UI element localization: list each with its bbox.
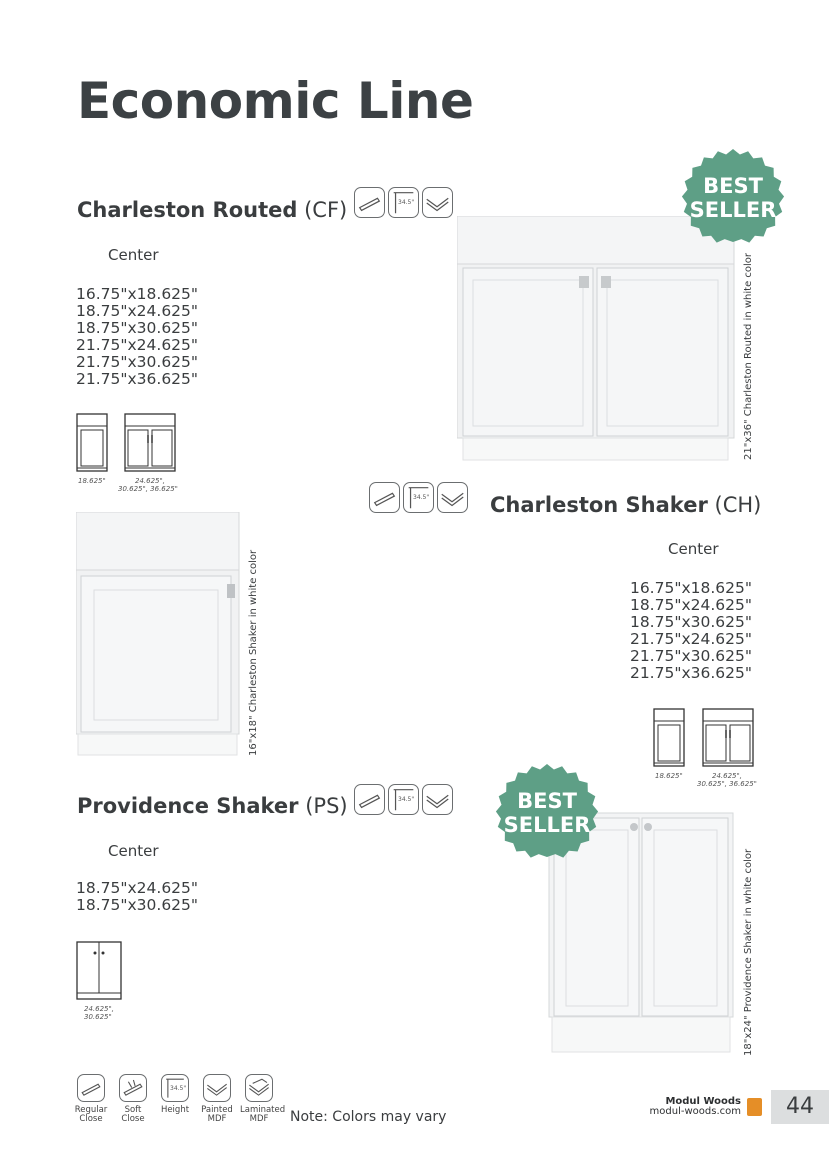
painted-mdf-icon (422, 784, 453, 815)
product-title-charleston-routed (77, 198, 347, 222)
size-list-charleston-shaker (630, 580, 752, 682)
diagram-caption: 24.625", (135, 477, 165, 485)
feature-icons-charleston-routed (354, 187, 453, 218)
product-code: (PS) (305, 794, 348, 818)
legend-item-laminated-mdf: Laminated MDF (240, 1074, 278, 1124)
diagram-caption: 24.625", (712, 772, 742, 780)
regular-close-icon (354, 784, 385, 815)
badge-line-2: SELLER (503, 813, 591, 837)
brand-website: modul-woods.com (649, 1106, 741, 1117)
regular-close-icon (369, 482, 400, 513)
product-title-charleston-shaker (490, 493, 761, 517)
photo-caption: 21"x36" Charleston Routed in white color (743, 252, 754, 460)
diagram-caption: 18.625" (78, 477, 106, 485)
size-item: 16.75"x18.625" (76, 285, 199, 303)
feature-icons-charleston-shaker (369, 482, 468, 513)
single-door-diagram (76, 413, 108, 473)
diagram-caption: 30.625", 36.625" (118, 485, 178, 493)
brand-name: Modul Woods (665, 1096, 741, 1107)
photo-caption: 18"x24" Providence Shaker in white color (743, 848, 754, 1056)
photo-caption: 16"x18" Charleston Shaker in white color (248, 549, 259, 756)
product-name: Charleston Routed (77, 198, 298, 222)
product-photo-charleston-shaker (76, 512, 241, 756)
double-door-diagram (76, 941, 122, 1001)
cabinet-type: Center (108, 842, 159, 860)
cabinet-type: Center (108, 246, 159, 264)
size-item: 18.75"x30.625" (76, 319, 199, 337)
product-name: Providence Shaker (77, 794, 299, 818)
diagram-caption: 30.625" (84, 1013, 112, 1021)
regular-close-icon (354, 187, 385, 218)
page-title: Economic Line (77, 72, 474, 130)
legend-item-regular-close: Regular Close (72, 1074, 110, 1124)
best-seller-badge (681, 149, 785, 253)
height-icon: 34.5" (403, 482, 434, 513)
badge-line-1: BEST (517, 789, 577, 813)
size-list-providence-shaker (76, 880, 198, 914)
double-door-diagram (702, 708, 754, 768)
single-door-diagram (653, 708, 685, 768)
painted-mdf-icon (422, 187, 453, 218)
product-code: (CH) (714, 493, 762, 517)
height-icon: 34.5" (388, 187, 419, 218)
diagram-caption: 18.625" (655, 772, 683, 780)
painted-mdf-icon (437, 482, 468, 513)
feature-icons-providence-shaker (354, 784, 453, 815)
height-icon: 34.5" (161, 1074, 189, 1102)
size-item: 21.75"x24.625" (76, 336, 199, 354)
regular-close-icon (77, 1074, 105, 1102)
product-name: Charleston Shaker (490, 493, 708, 517)
size-item: 21.75"x30.625" (629, 647, 752, 665)
brand-block (650, 1097, 741, 1117)
height-icon: 34.5" (388, 784, 419, 815)
laminated-mdf-icon (245, 1074, 273, 1102)
icon-legend (72, 1074, 286, 1124)
size-item: 18.75"x24.625" (76, 302, 199, 320)
size-list-charleston-routed (76, 286, 198, 388)
legend-item-soft-close: Soft Close (114, 1074, 152, 1124)
size-item: 18.75"x30.625" (629, 613, 752, 631)
soft-close-icon (119, 1074, 147, 1102)
size-item: 18.75"x24.625" (629, 596, 752, 614)
colors-note: Note: Colors may vary (290, 1109, 447, 1125)
product-title-providence-shaker (77, 794, 348, 818)
diagram-caption: 24.625", (84, 1005, 114, 1013)
size-item: 16.75"x18.625" (629, 579, 752, 597)
size-item: 18.75"x30.625" (76, 896, 199, 914)
product-code: (CF) (304, 198, 348, 222)
size-item: 21.75"x36.625" (629, 664, 752, 682)
size-item: 21.75"x30.625" (76, 353, 199, 371)
diagram-caption: 30.625", 36.625" (697, 780, 757, 788)
page-number: 44 (771, 1090, 829, 1124)
painted-mdf-icon (203, 1074, 231, 1102)
size-item: 21.75"x24.625" (629, 630, 752, 648)
legend-item-height: 34.5" Height (156, 1074, 194, 1124)
badge-line-2: SELLER (689, 198, 777, 222)
badge-line-1: BEST (703, 174, 763, 198)
double-door-diagram (124, 413, 176, 473)
cabinet-type: Center (668, 540, 719, 558)
legend-item-painted-mdf: Painted MDF (198, 1074, 236, 1124)
size-item: 21.75"x36.625" (76, 370, 199, 388)
best-seller-badge (495, 764, 599, 868)
brand-logo-icon (747, 1098, 762, 1116)
size-item: 18.75"x24.625" (76, 879, 199, 897)
